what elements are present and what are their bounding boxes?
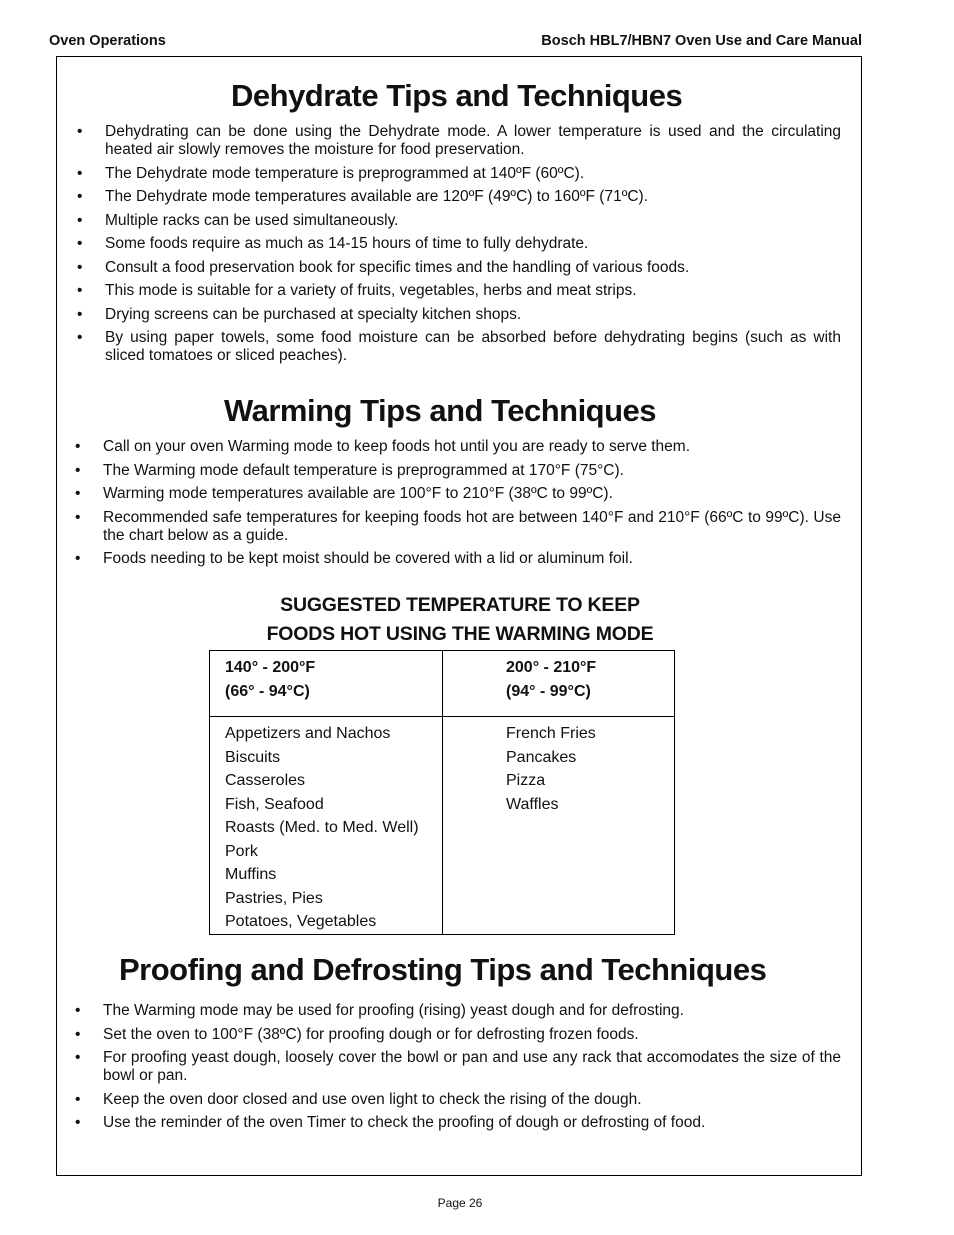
chart-title-line1: SUGGESTED TEMPERATURE TO KEEP: [280, 594, 640, 616]
list-item: • By using paper towels, some food moisture can be absorbed before dehydrating begins (such as with sliced tomatoes or sliced peaches).: [105, 329, 841, 365]
list-item: Pork: [225, 842, 258, 860]
column-header-low: 140° - 200°F (66° - 94°C): [210, 651, 443, 717]
list-item: Pastries, Pies: [225, 889, 323, 907]
list-item: • The Warming mode default temperature is preprogrammed at 170°F (75°C).: [103, 462, 841, 480]
temperature-table: [209, 650, 675, 935]
food-list-high: [443, 717, 675, 935]
list-item: • Multiple racks can be used simultaneously.: [105, 212, 841, 230]
dehydrate-title: Dehydrate Tips and Techniques: [231, 78, 683, 113]
list-item: French Fries: [506, 725, 596, 742]
proofing-bullets: [103, 1002, 841, 1138]
list-item: • Warming mode temperatures available are 100°F to 210°F (38ºC to 99ºC).: [103, 485, 841, 503]
list-item: • Consult a food preservation book for specific times and the handling of various foods.: [105, 259, 841, 277]
list-item: • The Dehydrate mode temperature is preprogrammed at 140ºF (60ºC).: [105, 165, 841, 183]
list-item: Biscuits: [225, 748, 281, 766]
page-number: Page 26: [437, 1196, 483, 1210]
list-item: Pancakes: [506, 748, 577, 766]
list-item: • For proofing yeast dough, loosely cover the bowl or pan and use any rack that accomodates the size of the bowl or pan.: [103, 1049, 841, 1085]
list-item: Casseroles: [225, 772, 306, 789]
list-item: Appetizers and Nachos: [225, 725, 391, 742]
list-item: • This mode is suitable for a variety of fruits, vegetables, herbs and meat strips.: [105, 282, 841, 300]
table-header-row: [210, 651, 675, 717]
warming-bullets: [103, 438, 841, 574]
list-item: Potatoes, Vegetables: [225, 913, 377, 930]
list-item: Muffins: [225, 866, 277, 883]
column-header-high: 200° - 210°F (94° - 99°C): [443, 651, 675, 717]
proofing-title: Proofing and Defrosting Tips and Techniques: [119, 952, 767, 987]
dehydrate-bullets: [105, 123, 841, 371]
list-item: • The Warming mode may be used for proofing (rising) yeast dough and for defrosting.: [103, 1002, 841, 1020]
manual-title: Bosch HBL7/HBN7 Oven Use and Care Manual: [541, 33, 862, 49]
list-item: • Foods needing to be kept moist should be covered with a lid or aluminum foil.: [103, 550, 841, 568]
chart-title-line2: FOODS HOT USING THE WARMING MODE: [266, 623, 654, 645]
warming-title: Warming Tips and Techniques: [224, 393, 657, 428]
list-item: • Some foods require as much as 14-15 hours of time to fully dehydrate.: [105, 235, 841, 253]
list-item: • Dehydrating can be done using the Dehydrate mode. A lower temperature is used and the circulating heated air slowly removes the moisture for food preservation.: [105, 123, 841, 159]
table-row: [210, 717, 675, 935]
list-item: Roasts (Med. to Med. Well): [225, 819, 419, 836]
list-item: Fish, Seafood: [225, 795, 324, 813]
section-header: Oven Operations: [49, 33, 166, 49]
food-list-low: [210, 717, 443, 935]
list-item: • Drying screens can be purchased at specialty kitchen shops.: [105, 306, 841, 324]
list-item: • Recommended safe temperatures for keeping foods hot are between 140°F and 210°F (66ºC to 99ºC). Use the chart below as a guide.: [103, 509, 841, 545]
list-item: • Set the oven to 100°F (38ºC) for proofing dough or for defrosting frozen foods.: [103, 1026, 841, 1044]
list-item: Waffles: [506, 795, 559, 813]
list-item: • The Dehydrate mode temperatures available are 120ºF (49ºC) to 160ºF (71ºC).: [105, 188, 841, 206]
list-item: • Keep the oven door closed and use oven light to check the rising of the dough.: [103, 1091, 841, 1109]
list-item: • Use the reminder of the oven Timer to check the proofing of dough or defrosting of food.: [103, 1114, 841, 1132]
list-item: Pizza: [506, 772, 546, 789]
list-item: • Call on your oven Warming mode to keep foods hot until you are ready to serve them.: [103, 438, 841, 456]
